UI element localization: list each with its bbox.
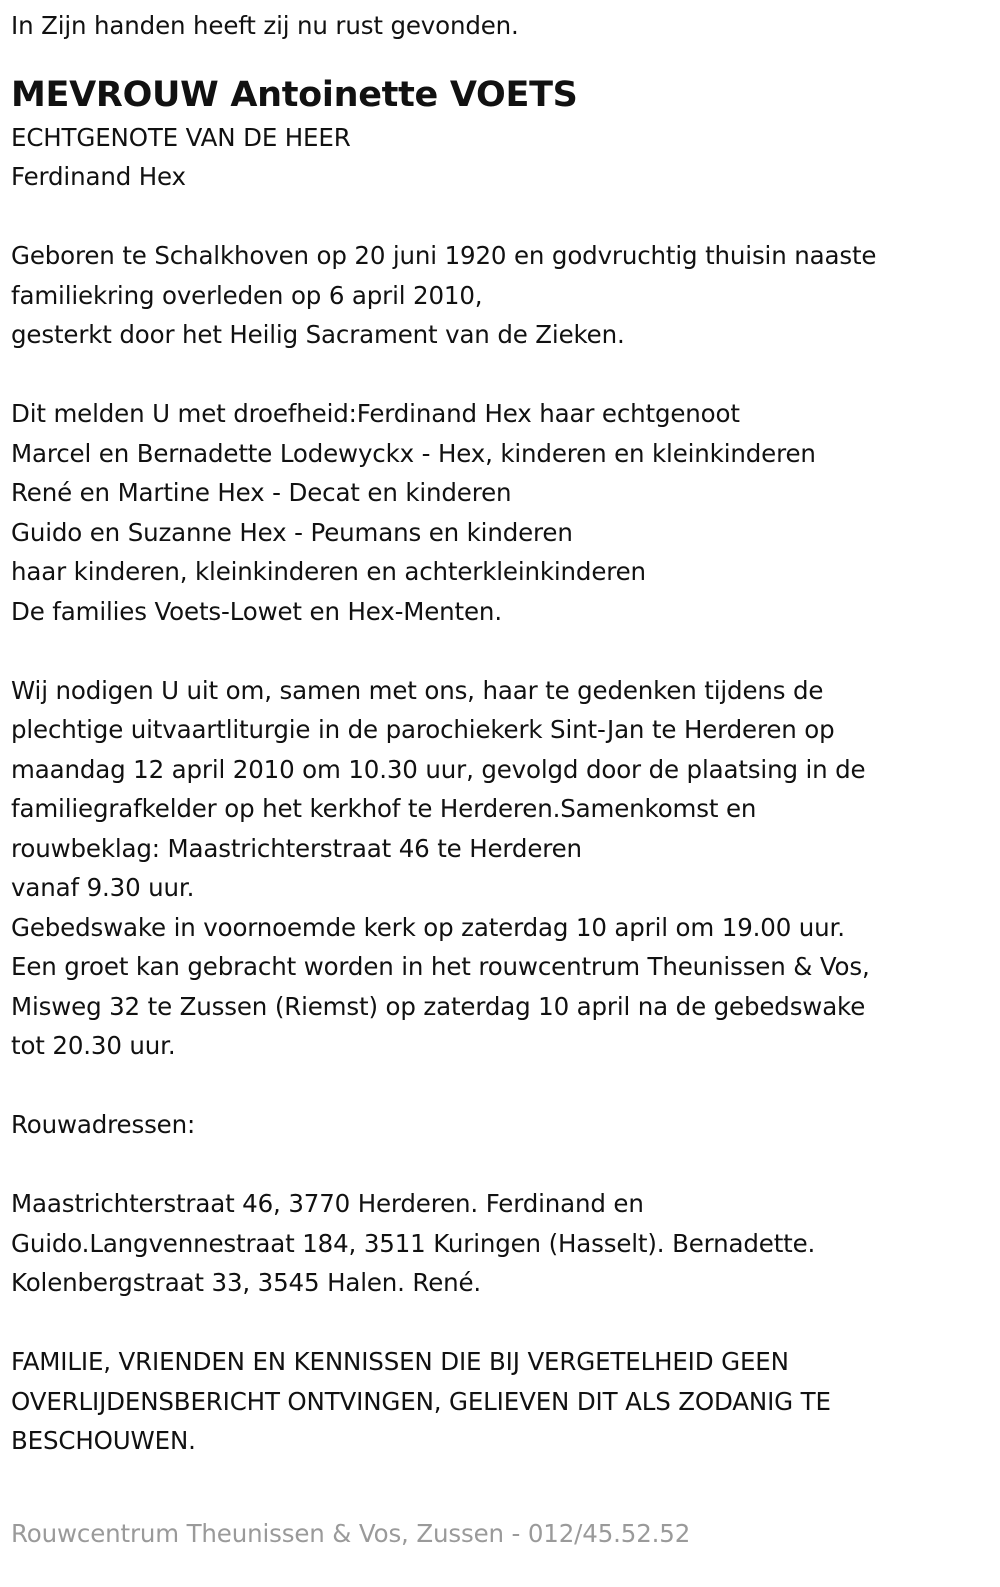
text-line: familiekring overleden op 6 april 2010, — [11, 280, 483, 310]
text-line: Wij nodigen U uit om, samen met ons, haar te gedenken tijdens de — [11, 675, 824, 705]
text-line: gesterkt door het Heilig Sacrament van de Zieken. — [11, 320, 625, 349]
text-line: vanaf 9.30 uur. — [11, 873, 195, 902]
addresses-paragraph — [11, 1184, 990, 1303]
spacer — [11, 1303, 990, 1343]
text-line: OVERLIJDENSBERICHT ONTVINGEN, GELIEVEN DIT ALS ZODANIG TE — [11, 1386, 831, 1416]
text-line: René en Martine Hex - Decat en kinderen — [11, 478, 512, 507]
spacer — [11, 355, 990, 395]
funeral-home-footer: Rouwcentrum Theunissen & Vos, Zussen - 012/45.52.52 — [11, 1519, 691, 1548]
deceased-name: MEVROUW Antoinette VOETS — [11, 74, 578, 115]
text-line: Guido.Langvennestraat 184, 3511 Kuringen (Hasselt). Bernadette. — [11, 1228, 816, 1258]
notice-paragraph — [11, 1342, 990, 1461]
spouse-name: Ferdinand Hex — [11, 162, 186, 191]
text-line: tot 20.30 uur. — [11, 1031, 176, 1060]
text-line: Guido en Suzanne Hex - Peumans en kinderen — [11, 517, 573, 547]
birth-death-paragraph — [11, 236, 990, 355]
text-line: Geboren te Schalkhoven op 20 juni 1920 en godvruchtig thuisin naaste — [11, 241, 877, 270]
text-line: Een groet kan gebracht worden in het rouwcentrum Theunissen & Vos, — [11, 952, 870, 981]
text-line: Kolenbergstraat 33, 3545 Halen. René. — [11, 1268, 482, 1297]
mourners-paragraph — [11, 394, 990, 631]
spacer — [11, 1145, 990, 1185]
text-line: Misweg 32 te Zussen (Riemst) op zaterdag 10 april na de gebedswake — [11, 991, 866, 1021]
intro-verse: In Zijn handen heeft zij nu rust gevonden. — [11, 11, 519, 40]
addresses-heading: Rouwadressen: — [11, 1110, 196, 1139]
ceremony-paragraph — [11, 671, 990, 1066]
text-line: BESCHOUWEN. — [11, 1426, 196, 1455]
text-line: rouwbeklag: Maastrichterstraat 46 te Herderen — [11, 833, 582, 863]
spacer — [11, 631, 990, 671]
text-line: maandag 12 april 2010 om 10.30 uur, gevolgd door de plaatsing in de — [11, 754, 866, 784]
text-line: Marcel en Bernadette Lodewyckx - Hex, kinderen en kleinkinderen — [11, 438, 816, 468]
text-line: Gebedswake in voornoemde kerk op zaterdag 10 april om 19.00 uur. — [11, 912, 845, 942]
text-line: haar kinderen, kleinkinderen en achterkleinkinderen — [11, 557, 646, 586]
text-line: plechtige uitvaartliturgie in de parochiekerk Sint-Jan te Herderen op — [11, 715, 835, 744]
text-line: Maastrichterstraat 46, 3770 Herderen. Ferdinand en — [11, 1189, 644, 1218]
text-line: familiegrafkelder op het kerkhof te Herderen.Samenkomst en — [11, 794, 757, 823]
spacer — [11, 197, 990, 237]
text-line: De families Voets-Lowet en Hex-Menten. — [11, 596, 502, 626]
text-line: FAMILIE, VRIENDEN EN KENNISSEN DIE BIJ VERGETELHEID GEEN — [11, 1347, 789, 1376]
spacer — [11, 1066, 990, 1106]
text-line: Dit melden U met droefheid:Ferdinand Hex haar echtgenoot — [11, 399, 740, 428]
relation-label: ECHTGENOTE VAN DE HEER — [11, 122, 351, 152]
